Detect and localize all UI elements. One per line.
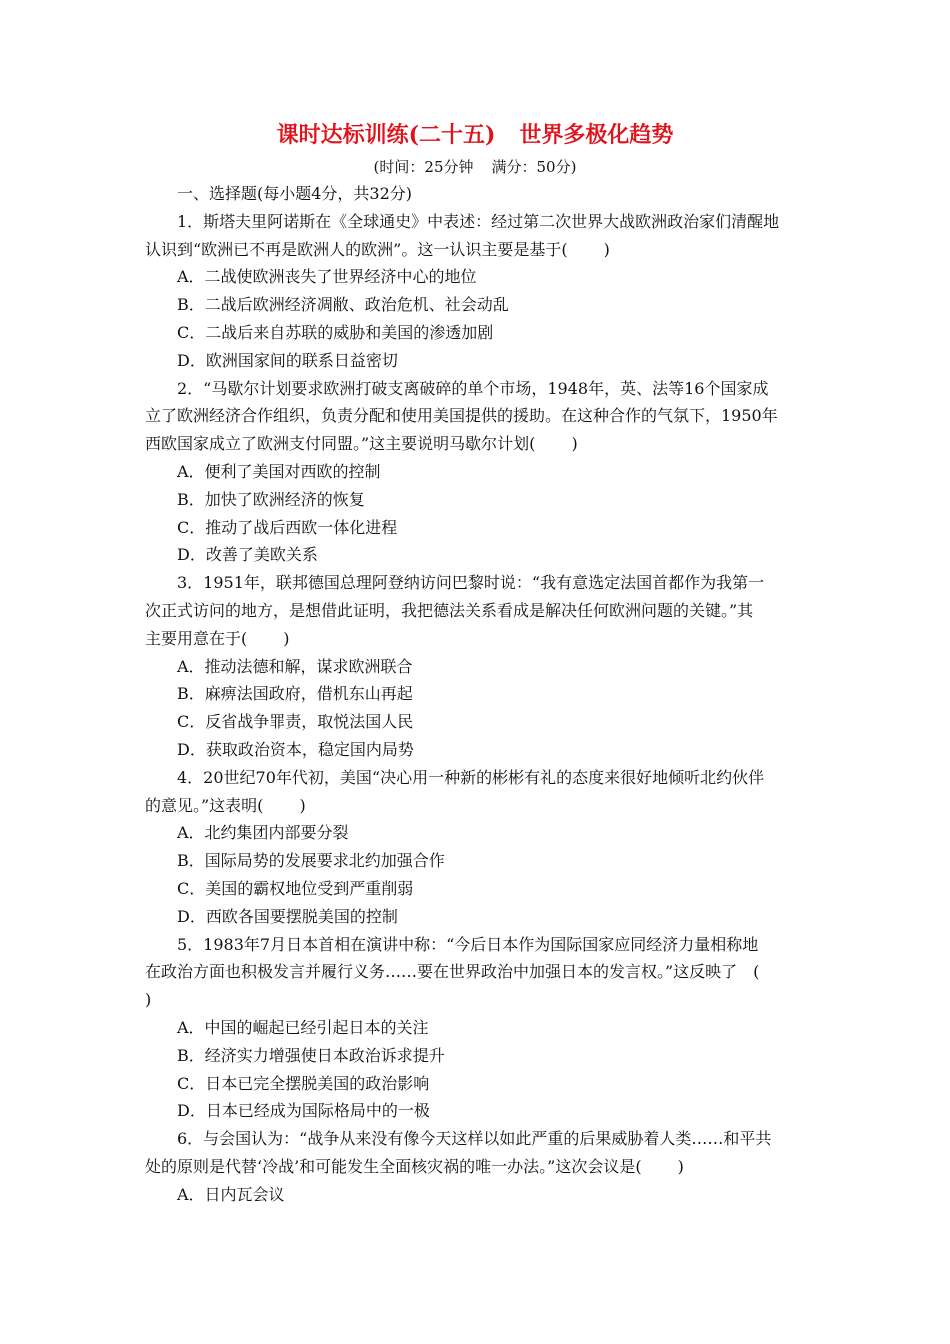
option-d: D．获取政治资本，稳定国内局势 [177, 739, 414, 759]
full-score: 满分：50分) [491, 158, 577, 176]
question-text-line: 在政治方面也积极发言并履行义务……要在世界政治中加强日本的发言权。”这反映了 ( [145, 962, 760, 982]
option-d: D．欧洲国家间的联系日益密切 [177, 350, 398, 370]
question-text-line [145, 1153, 810, 1181]
option-d: D．西欧各国要摆脱美国的控制 [177, 906, 398, 926]
question-4 [145, 764, 810, 931]
option-a: A．中国的崛起已经引起日本的关注 [177, 1017, 429, 1037]
question-5 [145, 931, 810, 1126]
option-a: A．日内瓦会议 [177, 1184, 285, 1204]
page-subtitle [0, 156, 950, 178]
question-text: 的意见。”这表明( [145, 795, 264, 815]
option-b: B．二战后欧洲经济凋敝、政治危机、社会动乱 [177, 295, 509, 315]
question-text-line: 4．20世纪70年代初，美国“决心用一种新的彬彬有礼的态度来很好地倾听北约伙伴 [177, 767, 765, 787]
title-main: 课时达标训练(二十五) [276, 122, 496, 148]
option-a: A．北约集团内部要分裂 [177, 823, 349, 843]
question-text-line [145, 625, 810, 653]
question-text-line [145, 430, 810, 458]
title-topic: 世界多极化趋势 [519, 122, 674, 148]
question-text-line: 3．1951年，联邦德国总理阿登纳访问巴黎时说：“我有意选定法国首都作为我第一 [177, 573, 765, 593]
question-text-line: 6．与会国认为：“战争从来没有像今天这样以如此严重的后果威胁着人类……和平共 [177, 1129, 772, 1149]
question-text-line: 5．1983年7月日本首相在演讲中称：“今后日本作为国际国家应同经济力量相称地 [177, 934, 759, 954]
answer-paren: ) [299, 795, 306, 815]
answer-paren: ) [677, 1156, 684, 1176]
question-3 [145, 569, 810, 764]
answer-paren: ) [603, 239, 610, 259]
answer-paren: ) [145, 990, 152, 1010]
answer-paren: ) [571, 434, 578, 454]
question-text: 西欧国家成立了欧洲支付同盟。”这主要说明马歇尔计划( [145, 434, 536, 454]
option-d: D．改善了美欧关系 [177, 545, 318, 565]
answer-paren: ) [283, 628, 290, 648]
question-text: 认识到“欧洲已不再是欧洲人的欧洲”。这一认识主要是基于( [145, 239, 568, 259]
option-b: B．麻痹法国政府，借机东山再起 [177, 684, 413, 704]
question-6 [145, 1125, 810, 1208]
question-text-line: 2．“马歇尔计划要求欧洲打破支离破碎的单个市场，1948年，英、法等16个国家成 [177, 378, 769, 398]
question-text: 处的原则是代替‘冷战’和可能发生全面核灾祸的唯一办法。”这次会议是( [145, 1156, 642, 1176]
option-c: C．二战后来自苏联的威胁和美国的渗透加剧 [177, 322, 494, 342]
question-text-line [145, 792, 810, 820]
question-1 [145, 208, 810, 375]
option-b: B．经济实力增强使日本政治诉求提升 [177, 1045, 445, 1065]
option-c: C．反省战争罪责，取悦法国人民 [177, 712, 414, 732]
section-heading: 一、选择题(每小题4分，共32分) [177, 184, 413, 203]
question-content [145, 180, 810, 1208]
option-a: A．二战使欧洲丧失了世界经济中心的地位 [177, 267, 477, 287]
option-a: A．推动法德和解，谋求欧洲联合 [177, 656, 413, 676]
question-text-line: 立了欧洲经济合作组织，负责分配和使用美国提供的援助。在这种合作的气氛下，1950年 [145, 406, 778, 426]
option-c: C．推动了战后西欧一体化进程 [177, 517, 398, 537]
question-text-line: 次正式访问的地方，是想借此证明，我把德法关系看成是解决任何欧洲问题的关键。”其 [145, 600, 754, 620]
option-d: D．日本已经成为国际格局中的一极 [177, 1101, 430, 1121]
question-text-line: 1．斯塔夫里阿诺斯在《全球通史》中表述：经过第二次世界大战欧洲政治家们清醒地 [177, 211, 780, 231]
option-b: B．国际局势的发展要求北约加强合作 [177, 851, 445, 871]
question-text: 主要用意在于( [145, 628, 248, 648]
time-limit: (时间：25分钟 [373, 158, 474, 176]
page-title [0, 120, 950, 150]
question-2 [145, 375, 810, 570]
option-c: C．日本已完全摆脱美国的政治影响 [177, 1073, 430, 1093]
question-text-line [145, 236, 810, 264]
option-a: A．便利了美国对西欧的控制 [177, 461, 381, 481]
option-c: C．美国的霸权地位受到严重削弱 [177, 878, 414, 898]
option-b: B．加快了欧洲经济的恢复 [177, 489, 365, 509]
